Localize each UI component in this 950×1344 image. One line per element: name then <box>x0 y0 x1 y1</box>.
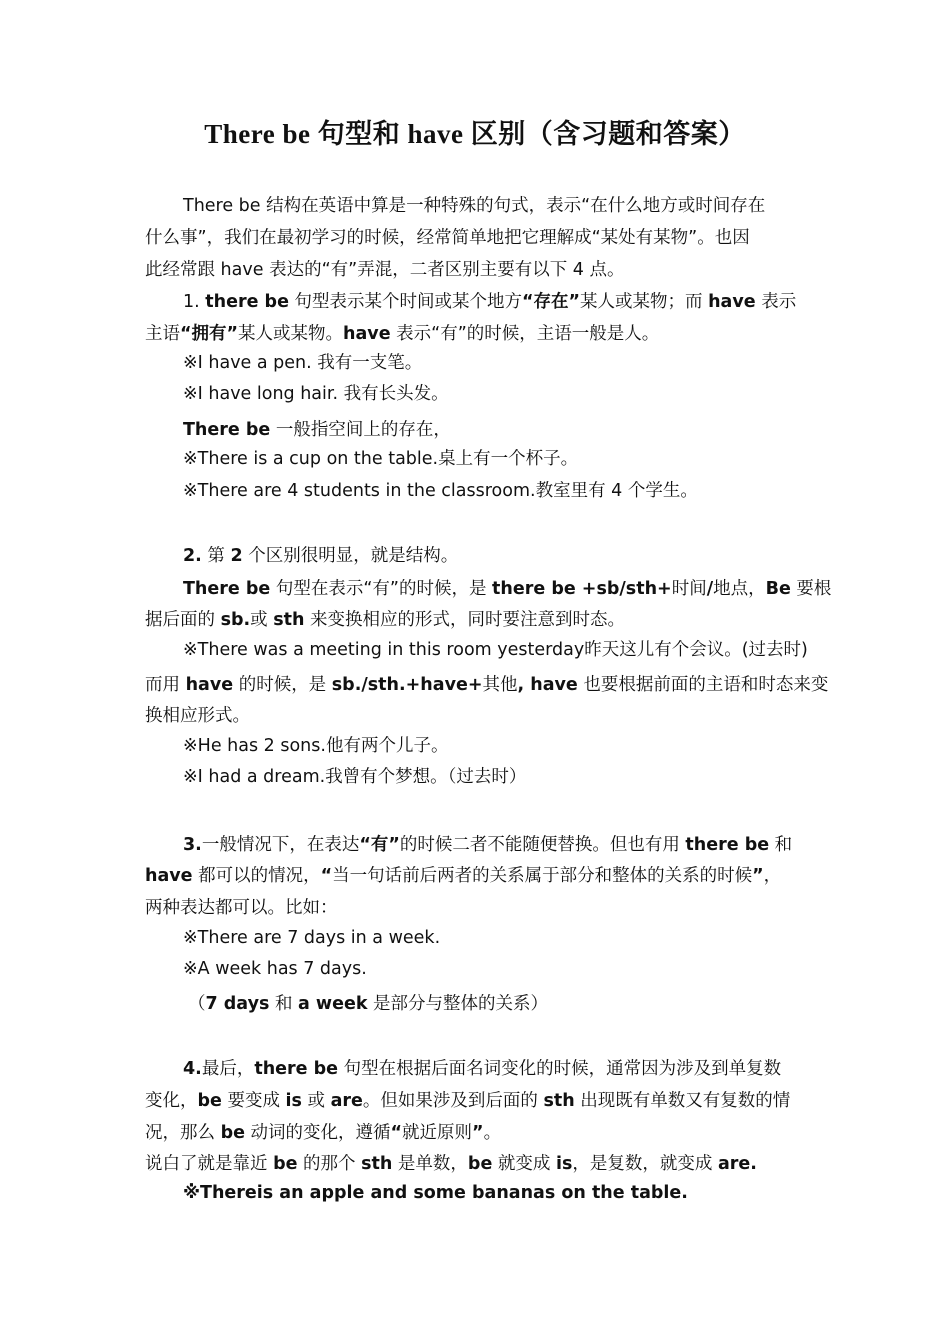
example-line: ※He has 2 sons.他有两个儿子。 <box>183 736 449 756</box>
intro-line-1: There be 结构在英语中算是一种特殊的句式，表示“在什么地方或时间存在 <box>183 196 766 216</box>
example-line: ※I have a pen. 我有一支笔。 <box>183 353 423 373</box>
example-line: ※A week has 7 days. <box>183 959 367 979</box>
point-2-line-2: 据后面的 sb.或 sth 来变换相应的形式，同时要注意到时态。 <box>145 610 626 630</box>
example-line: ※There are 7 days in a week. <box>183 928 441 948</box>
point-2-line-4: 换相应形式。 <box>145 706 250 726</box>
point-4-line-3: 况，那么 be 动词的变化，遵循“就近原则”。 <box>145 1123 502 1143</box>
intro-line-2: 什么事”，我们在最初学习的时候，经常简单地把它理解成“某处有某物”。也因 <box>145 228 750 248</box>
point-3-line-2: have 都可以的情况，“当一句话前后两者的关系属于部分和整体的关系的时候”， <box>145 866 782 886</box>
point-4-line-2: 变化，be 要变成 is 或 are。但如果涉及到后面的 sth 出现既有单数又有复数的情 <box>145 1091 791 1111</box>
there-be-note: There be 一般指空间上的存在， <box>183 420 451 440</box>
document-title: There be 句型和 have 区别（含习题和答案） <box>204 119 746 149</box>
point-4-line-4: 说白了就是靠近 be 的那个 sth 是单数，be 就变成 is，是复数，就变成 are. <box>145 1154 757 1174</box>
example-line: ※Thereis an apple and some bananas on the table. <box>183 1183 688 1203</box>
point-2-heading: 2. 第 2 个区别很明显，就是结构。 <box>183 546 459 566</box>
intro-line-3: 此经常跟 have 表达的“有”弄混，二者区别主要有以下 4 点。 <box>145 260 625 280</box>
point-1-line-1: 1. there be 句型表示某个时间或某个地方“存在”某人或某物；而 have 表示 <box>183 292 797 312</box>
point-4-line-1: 4.最后，there be 句型在根据后面名词变化的时候，通常因为涉及到单复数 <box>183 1059 782 1079</box>
example-line: ※I had a dream.我曾有个梦想。（过去时） <box>183 767 527 787</box>
point-2-line-1: There be 句型在表示“有”的时候，是 there be +sb/sth+时间/地点，Be 要根 <box>183 579 832 599</box>
example-line: ※There are 4 students in the classroom.教室里有 4 个学生。 <box>183 481 698 501</box>
point-2-line-3: 而用 have 的时候，是 sb./sth.+have+其他, have 也要根据前面的主语和时态来变 <box>145 675 829 695</box>
example-line: ※There is a cup on the table.桌上有一个杯子。 <box>183 449 579 469</box>
point-3-line-3: 两种表达都可以。比如： <box>145 898 338 918</box>
example-line: ※I have long hair. 我有长头发。 <box>183 384 449 404</box>
point-3-line-1: 3.一般情况下，在表达“有”的时候二者不能随便替换。但也有用 there be 和 <box>183 835 793 855</box>
point-1-line-2: 主语“拥有”某人或某物。have 表示“有”的时候，主语一般是人。 <box>145 324 660 344</box>
point-3-note: （7 days 和 a week 是部分与整体的关系） <box>188 994 549 1014</box>
example-line: ※There was a meeting in this room yesterday昨天这儿有个会议。(过去时) <box>183 640 808 660</box>
